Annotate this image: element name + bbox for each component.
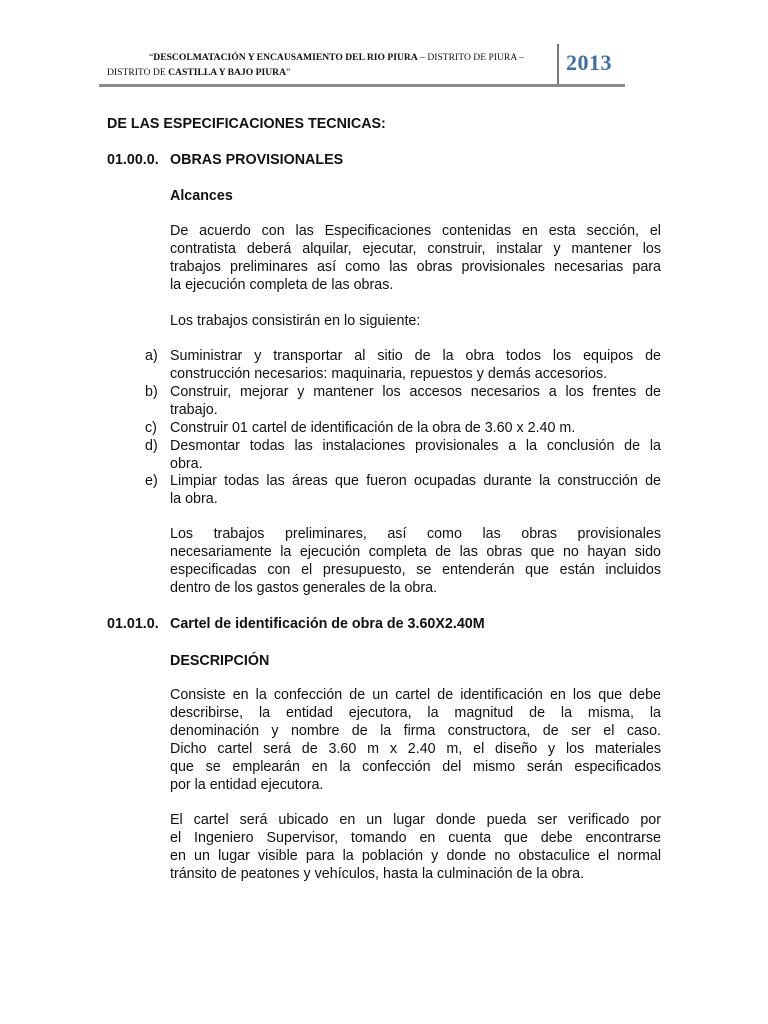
paragraph-line: contratista deberá alquilar, ejecutar, construir, instalar y mantener los [170, 241, 661, 258]
list-item-b [170, 383, 661, 419]
paragraph-line: Los trabajos preliminares, así como las obras provisionales [170, 526, 661, 542]
section-2-code: 01.01.0. [107, 616, 159, 632]
list-item-d [170, 437, 661, 473]
list-line: la obra. [170, 491, 218, 508]
paragraph-line: trabajos preliminares así como las obras provisionales necesarias para [170, 259, 661, 276]
paragraph-line: que se emplearán en la confección del mismo serán especificados [170, 759, 661, 776]
header-line-1 [107, 50, 552, 65]
header-district-prefix: DISTRITO DE [107, 67, 169, 78]
header-open-quote: “ [149, 52, 154, 63]
list-item-c [170, 419, 661, 437]
paragraph-line: necesariamente la ejecución completa de las obras que no hayan sido [170, 544, 661, 561]
section-1-title: OBRAS PROVISIONALES [170, 152, 344, 168]
paragraph-line: por la entidad ejecutora. [170, 777, 324, 794]
paragraph-line: De acuerdo con las Especificaciones contenidas en esta sección, el [170, 223, 661, 239]
header-year: 2013 [566, 50, 612, 75]
header-district-1: – DISTRITO DE PIURA – [417, 52, 524, 63]
paragraph-intro-list: Los trabajos consistirán en lo siguiente: [170, 313, 421, 329]
list-line: trabajo. [170, 402, 218, 419]
header-district-2: CASTILLA Y BAJO PIURA [168, 67, 287, 78]
header-rule [99, 84, 625, 87]
subheading-descripcion: DESCRIPCIÓN [170, 653, 270, 669]
list-line: Construir 01 cartel de identificación de la obra de 3.60 x 2.40 m. [170, 420, 576, 436]
paragraph-line: denominación y nombre de la firma constructora, de ser el caso. [170, 723, 661, 740]
list-label-b: b) [145, 384, 158, 400]
paragraph-line: Dicho cartel será de 3.60 m x 2.40 m, el diseño y los materiales [170, 741, 661, 758]
list-item-a [170, 347, 661, 383]
list-label-d: d) [145, 438, 158, 454]
paragraph-ubicacion [170, 811, 661, 883]
list-item-e [170, 472, 661, 508]
paragraph-alcances [170, 222, 661, 294]
document-title: DE LAS ESPECIFICACIONES TECNICAS: [107, 116, 386, 132]
list-line: obra. [170, 456, 203, 473]
paragraph-line: El cartel será ubicado en un lugar donde pueda ser verificado por [170, 812, 661, 828]
list-line: Limpiar todas las áreas que fueron ocupadas durante la construcción de [170, 473, 661, 489]
paragraph-line: tránsito de peatones y vehículos, hasta la culminación de la obra. [170, 866, 585, 883]
paragraph-line: describirse, la entidad ejecutora, la magnitud de la misma, la [170, 705, 661, 722]
header-vertical-divider [557, 44, 559, 86]
list-label-a: a) [145, 348, 158, 364]
section-1-code: 01.00.0. [107, 152, 159, 168]
paragraph-descripcion [170, 686, 661, 795]
header-project-name: DESCOLMATACIÓN Y ENCAUSAMIENTO DEL RIO PIURA [153, 52, 418, 63]
paragraph-line: en un lugar visible para la población y donde no obstaculice el normal [170, 848, 661, 865]
header-project-title [107, 50, 552, 80]
list-label-e: e) [145, 473, 158, 489]
paragraph-line: dentro de los gastos generales de la obra. [170, 580, 438, 597]
list-line: Construir, mejorar y mantener los accesos necesarios a los frentes de [170, 384, 661, 400]
list-line: Desmontar todas las instalaciones provisionales a la conclusión de la [170, 438, 661, 454]
subheading-alcances: Alcances [170, 188, 233, 204]
section-2-title: Cartel de identificación de obra de 3.60X2.40M [170, 616, 485, 632]
header-close-quote: ” [286, 67, 291, 78]
list-line: construcción necesarios: maquinaria, repuestos y demás accesorios. [170, 366, 608, 383]
paragraph-line: la ejecución completa de las obras. [170, 277, 394, 294]
list-line: Suministrar y transportar al sitio de la obra todos los equipos de [170, 348, 661, 364]
paragraph-line: Consiste en la confección de un cartel de identificación en los que debe [170, 687, 661, 703]
header-line-2 [107, 65, 552, 80]
list-label-c: c) [145, 420, 157, 436]
paragraph-trabajos-preliminares [170, 525, 661, 597]
paragraph-line: especificadas con el presupuesto, se entenderán que están incluidos [170, 562, 661, 579]
paragraph-line: el Ingeniero Supervisor, tomando en cuenta que debe encontrarse [170, 830, 661, 847]
